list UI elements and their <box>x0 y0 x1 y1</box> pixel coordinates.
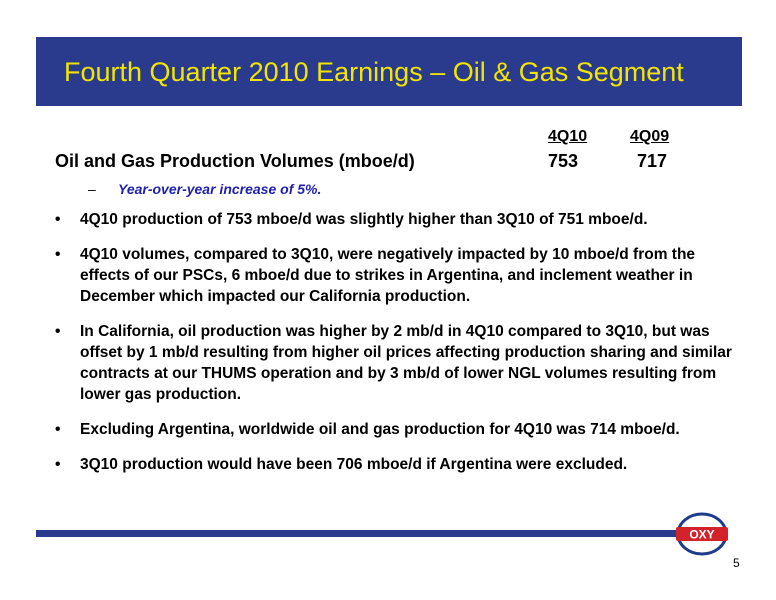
logo-text: OXY <box>689 527 715 542</box>
bullet-marker: • <box>55 323 61 340</box>
page-number: 5 <box>733 556 740 570</box>
metric-value-4q10: 753 <box>548 151 579 171</box>
bullet-list <box>55 209 745 489</box>
bullet-marker: • <box>55 456 61 473</box>
bullet-marker: • <box>55 421 61 438</box>
bullet-item <box>55 419 745 440</box>
slide-title: Fourth Quarter 2010 Earnings – Oil & Gas Segment <box>64 57 684 87</box>
bullet-item <box>55 244 745 307</box>
column-header-4q09: 4Q09 <box>630 128 670 145</box>
bullet-text: Excluding Argentina, worldwide oil and gas production for 4Q10 was 714 mboe/d. <box>80 421 680 438</box>
metric-label: Oil and Gas Production Volumes (mboe/d) <box>55 151 415 171</box>
metric-value-4q09: 717 <box>637 151 668 171</box>
footer-rule <box>36 530 676 537</box>
sub-bullet-marker: – <box>88 181 96 197</box>
sub-bullet-text: Year-over-year increase of 5%. <box>118 181 322 197</box>
bullet-marker: • <box>55 211 61 228</box>
bullet-item <box>55 321 745 405</box>
bullet-text: In California, oil production was higher by 2 mb/d in 4Q10 compared to 3Q10, but was offset by 1 mb/d resulting from higher oil prices affecting production sharing and similar contracts at our THUMS operation and by 3 mb/d of lower NGL volumes resulting from lower gas production. <box>80 323 732 403</box>
title-bar <box>36 37 742 106</box>
bullet-item <box>55 454 745 475</box>
bullet-text: 3Q10 production would have been 706 mboe/d if Argentina were excluded. <box>80 456 628 473</box>
bullet-item <box>55 209 745 230</box>
bullet-text: 4Q10 production of 753 mboe/d was slightly higher than 3Q10 of 751 mboe/d. <box>80 211 648 228</box>
bullet-marker: • <box>55 246 61 263</box>
column-header-4q10: 4Q10 <box>548 128 588 145</box>
oxy-logo <box>672 510 732 558</box>
bullet-text: 4Q10 volumes, compared to 3Q10, were negatively impacted by 10 mboe/d from the effects of our PSCs, 6 mboe/d due to strikes in Argentina, and inclement weather in December which impacted our California production. <box>80 246 696 305</box>
